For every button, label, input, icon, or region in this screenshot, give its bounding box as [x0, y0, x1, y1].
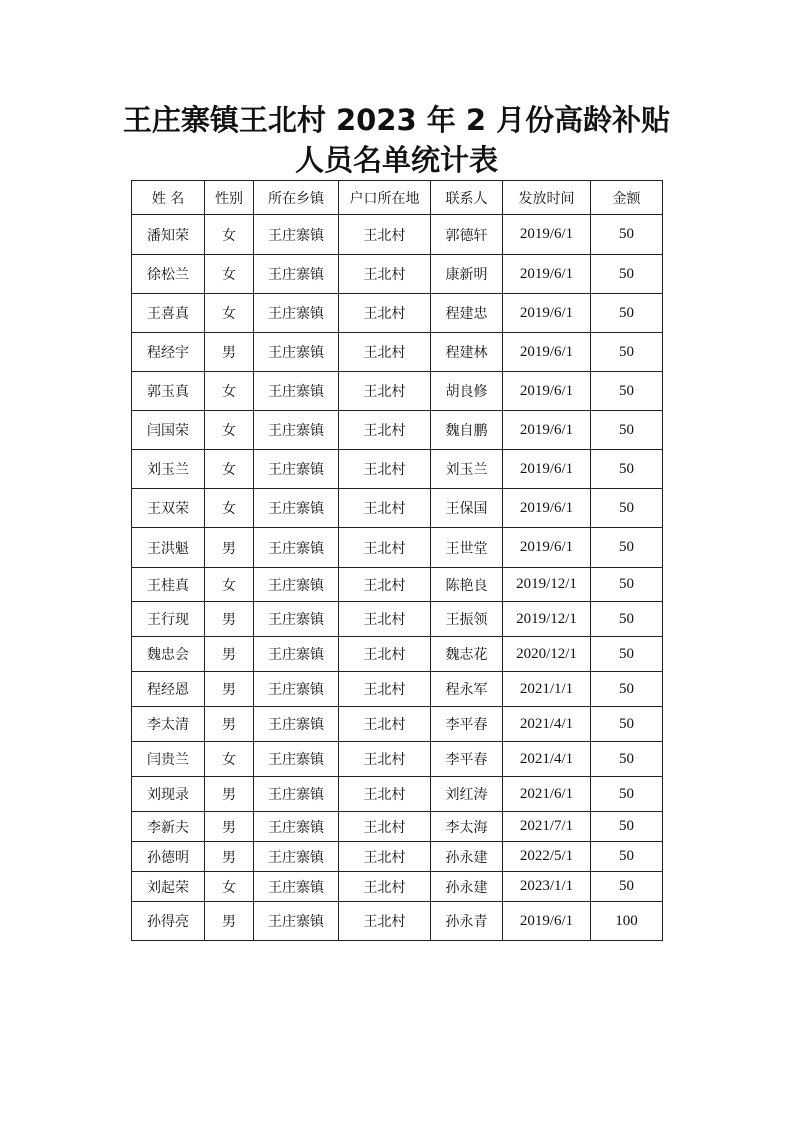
cell-contact: 李平春 — [431, 742, 503, 777]
table-row — [132, 568, 663, 602]
cell-name: 王洪魁 — [132, 528, 205, 568]
table-row — [132, 602, 663, 637]
cell-residence: 王北村 — [339, 568, 431, 602]
cell-payment-date: 2019/12/1 — [503, 568, 591, 602]
cell-township: 王庄寨镇 — [254, 528, 339, 568]
table-row — [132, 450, 663, 489]
cell-name: 刘玉兰 — [132, 450, 205, 489]
table-row — [132, 637, 663, 672]
cell-name: 闫贵兰 — [132, 742, 205, 777]
cell-amount: 50 — [591, 489, 663, 528]
table-row — [132, 872, 663, 902]
cell-name: 程经恩 — [132, 672, 205, 707]
table-row — [132, 842, 663, 872]
cell-amount: 50 — [591, 742, 663, 777]
column-header-township: 所在乡镇 — [254, 181, 339, 215]
cell-amount: 50 — [591, 411, 663, 450]
cell-residence: 王北村 — [339, 742, 431, 777]
cell-gender: 女 — [205, 872, 254, 902]
cell-township: 王庄寨镇 — [254, 333, 339, 372]
cell-name: 王喜真 — [132, 294, 205, 333]
cell-amount: 50 — [591, 255, 663, 294]
cell-residence: 王北村 — [339, 602, 431, 637]
cell-township: 王庄寨镇 — [254, 777, 339, 812]
table-row — [132, 742, 663, 777]
cell-name: 徐松兰 — [132, 255, 205, 294]
cell-name: 李太清 — [132, 707, 205, 742]
cell-township: 王庄寨镇 — [254, 602, 339, 637]
cell-payment-date: 2019/6/1 — [503, 333, 591, 372]
cell-name: 郭玉真 — [132, 372, 205, 411]
cell-amount: 50 — [591, 568, 663, 602]
cell-gender: 女 — [205, 255, 254, 294]
cell-residence: 王北村 — [339, 528, 431, 568]
cell-payment-date: 2021/1/1 — [503, 672, 591, 707]
cell-payment-date: 2019/6/1 — [503, 215, 591, 255]
cell-township: 王庄寨镇 — [254, 489, 339, 528]
table-row — [132, 489, 663, 528]
cell-payment-date: 2020/12/1 — [503, 637, 591, 672]
cell-amount: 50 — [591, 294, 663, 333]
cell-township: 王庄寨镇 — [254, 637, 339, 672]
cell-township: 王庄寨镇 — [254, 450, 339, 489]
cell-contact: 刘玉兰 — [431, 450, 503, 489]
cell-contact: 孙永建 — [431, 842, 503, 872]
cell-gender: 男 — [205, 842, 254, 872]
cell-gender: 女 — [205, 742, 254, 777]
table-row — [132, 255, 663, 294]
cell-payment-date: 2021/4/1 — [503, 742, 591, 777]
cell-payment-date: 2019/6/1 — [503, 528, 591, 568]
cell-name: 孙得亮 — [132, 902, 205, 941]
table-row — [132, 333, 663, 372]
cell-contact: 王世堂 — [431, 528, 503, 568]
cell-residence: 王北村 — [339, 489, 431, 528]
cell-payment-date: 2021/7/1 — [503, 812, 591, 842]
cell-payment-date: 2023/1/1 — [503, 872, 591, 902]
cell-name: 刘现录 — [132, 777, 205, 812]
cell-residence: 王北村 — [339, 333, 431, 372]
cell-amount: 100 — [591, 902, 663, 941]
cell-residence: 王北村 — [339, 637, 431, 672]
cell-residence: 王北村 — [339, 255, 431, 294]
cell-name: 王行现 — [132, 602, 205, 637]
column-header-contact: 联系人 — [431, 181, 503, 215]
table-body — [132, 215, 663, 941]
cell-payment-date: 2019/6/1 — [503, 255, 591, 294]
cell-residence: 王北村 — [339, 294, 431, 333]
cell-name: 闫国荣 — [132, 411, 205, 450]
table-row — [132, 528, 663, 568]
cell-payment-date: 2019/6/1 — [503, 489, 591, 528]
cell-township: 王庄寨镇 — [254, 742, 339, 777]
cell-payment-date: 2019/6/1 — [503, 411, 591, 450]
cell-contact: 孙永建 — [431, 872, 503, 902]
cell-township: 王庄寨镇 — [254, 255, 339, 294]
cell-amount: 50 — [591, 637, 663, 672]
cell-amount: 50 — [591, 602, 663, 637]
cell-contact: 王保国 — [431, 489, 503, 528]
column-header-payment-date: 发放时间 — [503, 181, 591, 215]
table-row — [132, 294, 663, 333]
cell-township: 王庄寨镇 — [254, 215, 339, 255]
column-header-amount: 金额 — [591, 181, 663, 215]
cell-gender: 女 — [205, 372, 254, 411]
column-header-gender: 性别 — [205, 181, 254, 215]
subsidy-roster-table — [131, 180, 663, 941]
cell-name: 孙德明 — [132, 842, 205, 872]
cell-gender: 女 — [205, 568, 254, 602]
table-row — [132, 777, 663, 812]
cell-township: 王庄寨镇 — [254, 812, 339, 842]
cell-gender: 男 — [205, 902, 254, 941]
cell-gender: 男 — [205, 333, 254, 372]
cell-contact: 王振领 — [431, 602, 503, 637]
cell-contact: 陈艳良 — [431, 568, 503, 602]
cell-gender: 男 — [205, 528, 254, 568]
header-row — [132, 181, 663, 215]
table-row — [132, 672, 663, 707]
cell-contact: 孙永青 — [431, 902, 503, 941]
cell-township: 王庄寨镇 — [254, 372, 339, 411]
cell-gender: 女 — [205, 411, 254, 450]
cell-contact: 胡良修 — [431, 372, 503, 411]
cell-name: 王双荣 — [132, 489, 205, 528]
cell-residence: 王北村 — [339, 411, 431, 450]
cell-contact: 魏自鹏 — [431, 411, 503, 450]
document-title: 王庄寨镇王北村 2023 年 2 月份高龄补贴 — [122, 103, 671, 137]
cell-township: 王庄寨镇 — [254, 411, 339, 450]
cell-amount: 50 — [591, 812, 663, 842]
cell-gender: 男 — [205, 812, 254, 842]
cell-payment-date: 2019/6/1 — [503, 294, 591, 333]
cell-amount: 50 — [591, 215, 663, 255]
cell-amount: 50 — [591, 777, 663, 812]
table-row — [132, 812, 663, 842]
cell-amount: 50 — [591, 333, 663, 372]
column-header-residence: 户口所在地 — [339, 181, 431, 215]
cell-gender: 女 — [205, 450, 254, 489]
cell-amount: 50 — [591, 372, 663, 411]
cell-township: 王庄寨镇 — [254, 294, 339, 333]
cell-contact: 程建林 — [431, 333, 503, 372]
cell-residence: 王北村 — [339, 215, 431, 255]
cell-residence: 王北村 — [339, 707, 431, 742]
cell-gender: 男 — [205, 672, 254, 707]
cell-payment-date: 2021/6/1 — [503, 777, 591, 812]
table-header — [132, 181, 663, 215]
cell-residence: 王北村 — [339, 450, 431, 489]
cell-residence: 王北村 — [339, 672, 431, 707]
cell-gender: 女 — [205, 215, 254, 255]
cell-contact: 李平春 — [431, 707, 503, 742]
cell-amount: 50 — [591, 672, 663, 707]
cell-payment-date: 2019/6/1 — [503, 450, 591, 489]
cell-contact: 魏志花 — [431, 637, 503, 672]
cell-contact: 刘红涛 — [431, 777, 503, 812]
cell-gender: 女 — [205, 489, 254, 528]
cell-residence: 王北村 — [339, 372, 431, 411]
cell-amount: 50 — [591, 528, 663, 568]
cell-name: 魏忠会 — [132, 637, 205, 672]
table-row — [132, 411, 663, 450]
cell-residence: 王北村 — [339, 872, 431, 902]
table-row — [132, 372, 663, 411]
cell-payment-date: 2019/6/1 — [503, 372, 591, 411]
cell-amount: 50 — [591, 842, 663, 872]
cell-gender: 男 — [205, 637, 254, 672]
cell-residence: 王北村 — [339, 842, 431, 872]
cell-payment-date: 2022/5/1 — [503, 842, 591, 872]
cell-gender: 男 — [205, 777, 254, 812]
cell-gender: 女 — [205, 294, 254, 333]
cell-township: 王庄寨镇 — [254, 872, 339, 902]
document-subtitle: 人员名单统计表 — [294, 143, 498, 177]
cell-township: 王庄寨镇 — [254, 902, 339, 941]
cell-amount: 50 — [591, 872, 663, 902]
cell-name: 王桂真 — [132, 568, 205, 602]
cell-contact: 李太海 — [431, 812, 503, 842]
cell-contact: 康新明 — [431, 255, 503, 294]
cell-residence: 王北村 — [339, 812, 431, 842]
cell-township: 王庄寨镇 — [254, 842, 339, 872]
cell-contact: 程建忠 — [431, 294, 503, 333]
cell-name: 潘知荣 — [132, 215, 205, 255]
cell-name: 刘起荣 — [132, 872, 205, 902]
table-row — [132, 215, 663, 255]
cell-contact: 程永军 — [431, 672, 503, 707]
table-row — [132, 902, 663, 941]
cell-name: 程经宇 — [132, 333, 205, 372]
cell-township: 王庄寨镇 — [254, 707, 339, 742]
cell-residence: 王北村 — [339, 902, 431, 941]
cell-amount: 50 — [591, 450, 663, 489]
cell-amount: 50 — [591, 707, 663, 742]
cell-township: 王庄寨镇 — [254, 672, 339, 707]
cell-contact: 郭德轩 — [431, 215, 503, 255]
cell-residence: 王北村 — [339, 777, 431, 812]
cell-gender: 男 — [205, 602, 254, 637]
cell-name: 李新夫 — [132, 812, 205, 842]
table-row — [132, 707, 663, 742]
cell-payment-date: 2019/6/1 — [503, 902, 591, 941]
column-header-name: 姓 名 — [132, 181, 205, 215]
cell-gender: 男 — [205, 707, 254, 742]
cell-payment-date: 2019/12/1 — [503, 602, 591, 637]
cell-township: 王庄寨镇 — [254, 568, 339, 602]
cell-payment-date: 2021/4/1 — [503, 707, 591, 742]
